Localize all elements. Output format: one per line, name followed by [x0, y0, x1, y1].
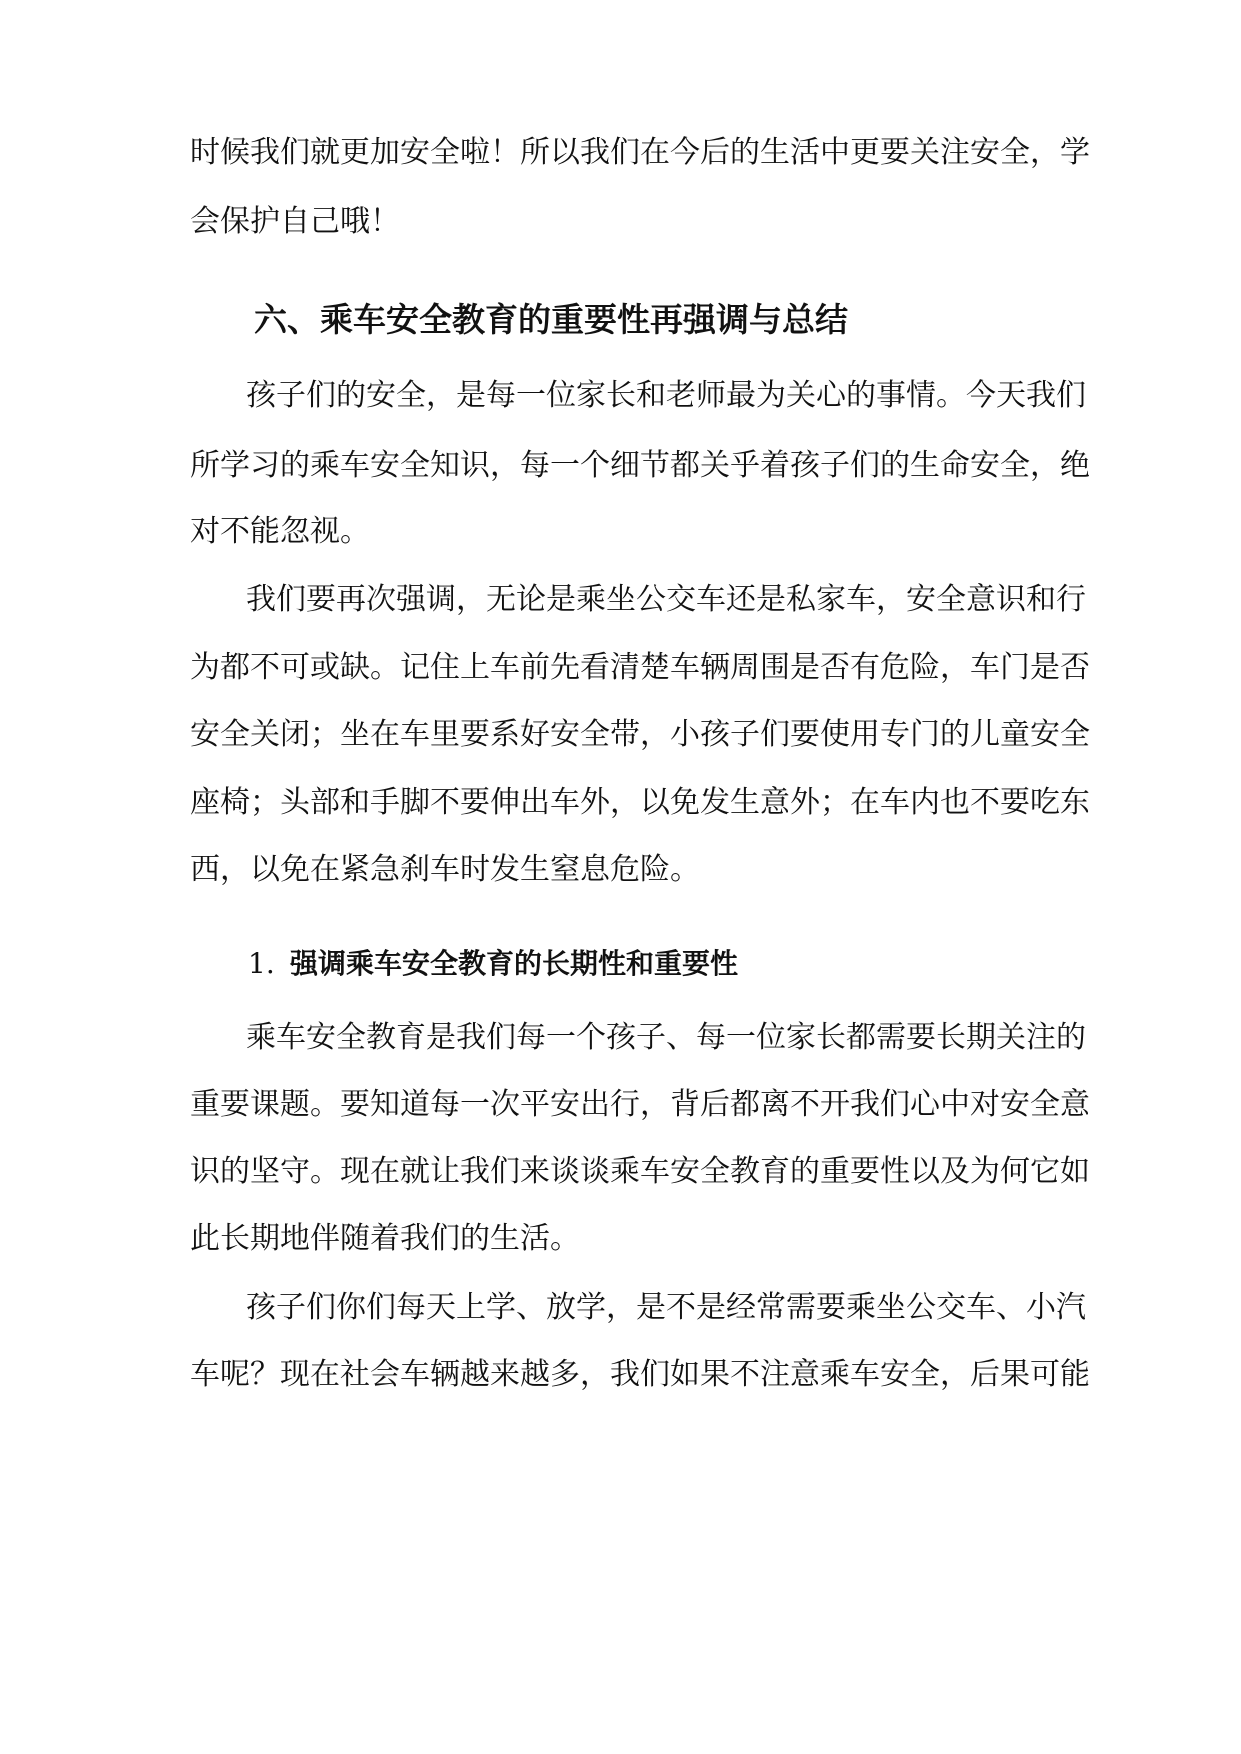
subheading — [248, 944, 738, 984]
paragraph-3-line-1: 乘车安全教育是我们每一个孩子、每一位家长都需要长期关注的 — [246, 1020, 1086, 1055]
continuation-line-1: 时候我们就更加安全啦！所以我们在今后的生活中更要关注安全，学 — [190, 135, 1090, 170]
paragraph-4-line-2: 车呢？现在社会车辆越来越多，我们如果不注意乘车安全，后果可能 — [190, 1357, 1090, 1392]
subheading-number: 1. — [248, 947, 275, 980]
paragraph-3-line-3: 识的坚守。现在就让我们来谈谈乘车安全教育的重要性以及为何它如 — [190, 1154, 1090, 1189]
paragraph-1-line-1: 孩子们的安全，是每一位家长和老师最为关心的事情。今天我们 — [246, 378, 1086, 413]
section-heading: 六、乘车安全教育的重要性再强调与总结 — [254, 300, 848, 339]
paragraph-1-line-3: 对不能忽视。 — [190, 514, 370, 549]
paragraph-1-line-2: 所学习的乘车安全知识，每一个细节都关乎着孩子们的生命安全，绝 — [190, 448, 1090, 483]
paragraph-2-line-5: 西，以免在紧急刹车时发生窒息危险。 — [190, 852, 700, 887]
paragraph-2-line-3: 安全关闭；坐在车里要系好安全带，小孩子们要使用专门的儿童安全 — [190, 717, 1090, 752]
paragraph-2-line-2: 为都不可或缺。记住上车前先看清楚车辆周围是否有危险，车门是否 — [190, 650, 1090, 685]
paragraph-2-line-1: 我们要再次强调，无论是乘坐公交车还是私家车，安全意识和行 — [246, 582, 1086, 617]
paragraph-3-line-2: 重要课题。要知道每一次平安出行，背后都离不开我们心中对安全意 — [190, 1087, 1090, 1122]
paragraph-2-line-4: 座椅；头部和手脚不要伸出车外，以免发生意外；在车内也不要吃东 — [190, 785, 1090, 820]
paragraph-3-line-4: 此长期地伴随着我们的生活。 — [190, 1221, 580, 1256]
subheading-text: 强调乘车安全教育的长期性和重要性 — [290, 947, 739, 980]
paragraph-4-line-1: 孩子们你们每天上学、放学，是不是经常需要乘坐公交车、小汽 — [246, 1290, 1086, 1325]
continuation-line-2: 会保护自己哦！ — [190, 204, 400, 239]
